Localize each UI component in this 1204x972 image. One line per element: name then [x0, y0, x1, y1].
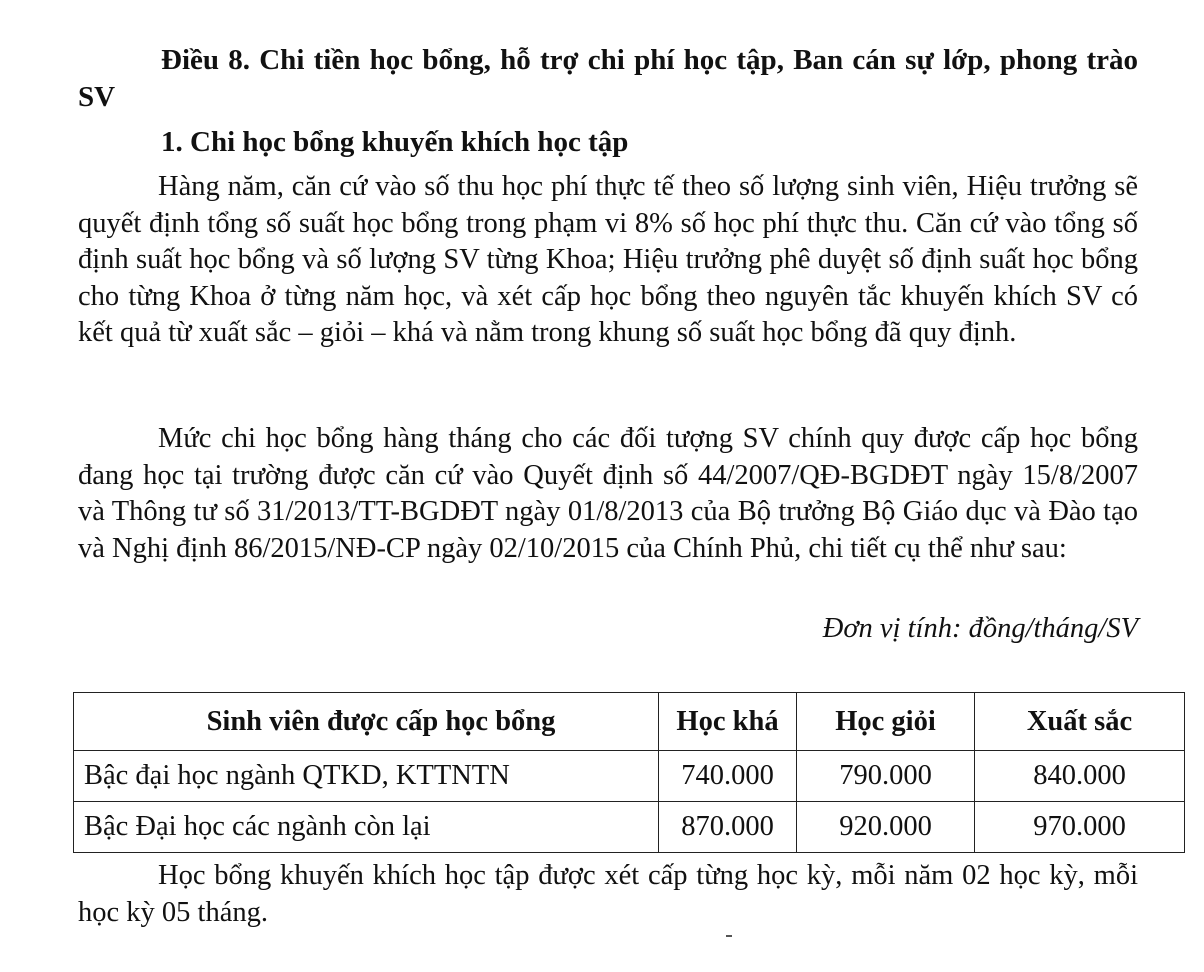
table-header-cell: Xuất sắc — [975, 693, 1185, 751]
table-header-cell: Học khá — [659, 693, 797, 751]
table-cell: 840.000 — [975, 751, 1185, 802]
table-cell: Bậc đại học ngành QTKD, KTTNTN — [74, 751, 659, 802]
section-heading: 1. Chi học bổng khuyến khích học tập — [161, 126, 629, 158]
table-cell: Bậc Đại học các ngành còn lại — [74, 802, 659, 853]
table-row — [74, 751, 1185, 802]
table-cell: 920.000 — [797, 802, 975, 853]
scan-speck — [726, 935, 732, 937]
table-header-cell: Học giỏi — [797, 693, 975, 751]
paragraph-scholarship-basis: Mức chi học bổng hàng tháng cho các đối tượng SV chính quy được cấp học bổng đang học tại trường được căn cứ vào Quyết định số 44/2007/QĐ-BGDĐT ngày 15/8/2007 và Thông tư số 31/2013/TT-BGDĐT ngày 01/8/2013 của Bộ trưởng Bộ Giáo dục và Đào tạo và Nghị định 86/2015/NĐ-CP ngày 02/10/2015 của Chính Phủ, chi tiết cụ thể như sau: — [78, 423, 1138, 564]
table-cell: 970.000 — [975, 802, 1185, 853]
table-header-cell: Sinh viên được cấp học bổng — [74, 693, 659, 751]
paragraph-scholarship-quota: Hàng năm, căn cứ vào số thu học phí thực tế theo số lượng sinh viên, Hiệu trưởng sẽ quyết định tổng số suất học bổng trong phạm vi 8% số học phí thực thu. Căn cứ vào tổng số định suất học bổng và số lượng SV từng Khoa; Hiệu trưởng phê duyệt số định suất học bổng cho từng Khoa ở từng năm học, và xét cấp học bổng theo nguyên tắc khuyến khích SV có kết quả từ xuất sắc – giỏi – khá và nằm trong khung số suất học bổng đã quy định. — [78, 171, 1138, 348]
scholarship-table — [73, 692, 1185, 853]
paragraph-scholarship-period: Học bổng khuyến khích học tập được xét cấp từng học kỳ, mỗi năm 02 học kỳ, mỗi học kỳ 05 tháng. — [78, 860, 1138, 928]
table-cell: 870.000 — [659, 802, 797, 853]
article-heading: Điều 8. Chi tiền học bổng, hỗ trợ chi phí học tập, Ban cán sự lớp, phong trào SV — [78, 44, 1138, 113]
unit-note: Đơn vị tính: đồng/tháng/SV — [822, 613, 1138, 644]
table-cell: 740.000 — [659, 751, 797, 802]
table-cell: 790.000 — [797, 751, 975, 802]
table-row — [74, 802, 1185, 853]
table-header-row — [74, 693, 1185, 751]
